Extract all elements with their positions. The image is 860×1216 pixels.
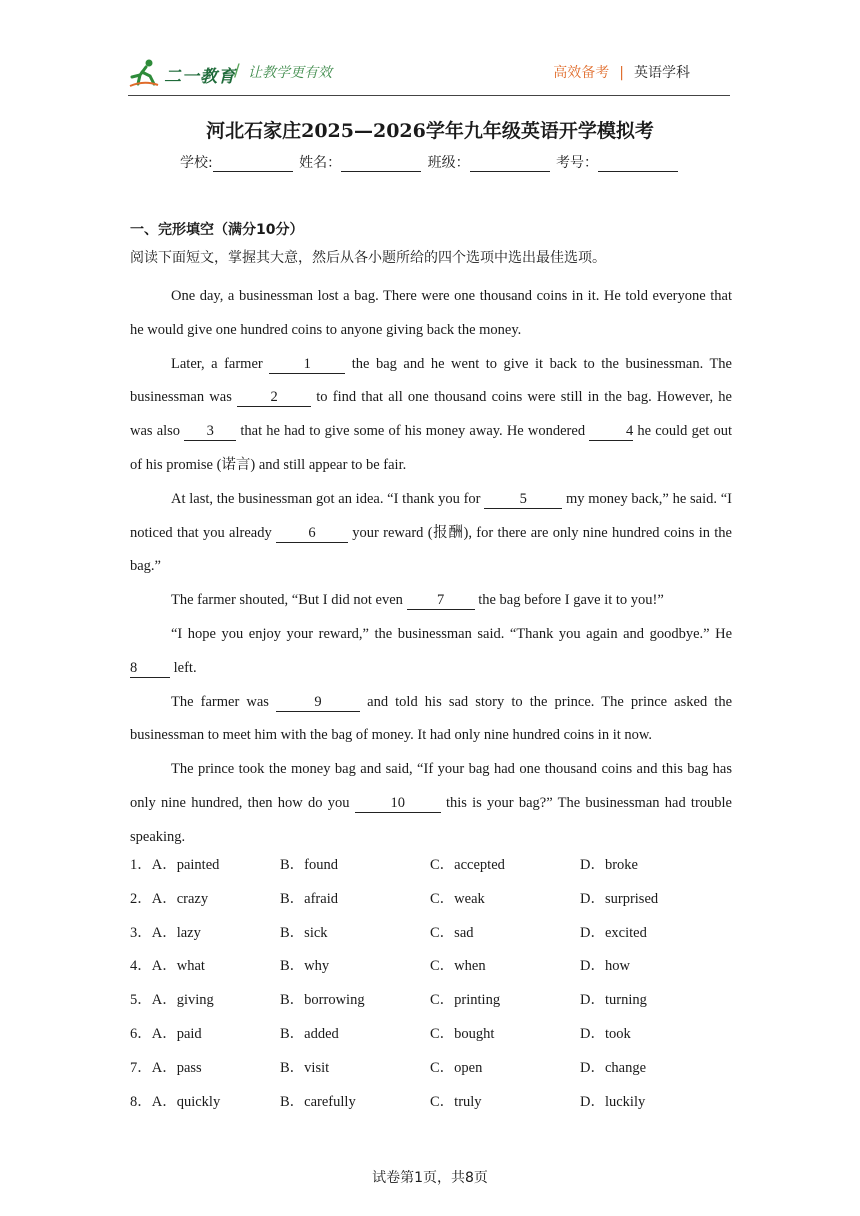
header-tag: 高效备考 [553,65,610,81]
option-c[interactable]: C．when [430,958,486,975]
option-b[interactable]: B．added [280,1025,339,1042]
exam-no-label: 考号： [556,155,599,171]
page-header [128,56,730,96]
option-c[interactable]: C．truly [430,1093,482,1110]
paragraph: The farmer was 9 and told his sad story to the prince. The prince asked the businessman to meet him with the bag of money. It had only nine hundred coins in it now. [130,693,733,744]
paragraph: The prince took the money bag and said, “If your bag had one thousand coins and this bag has only nine hundred, then how do you 10 this is your bag?” The businessman had trouble speaking. [130,761,732,845]
option-c[interactable]: C．printing [430,992,501,1009]
option-a[interactable]: 2．A．crazy [130,890,209,907]
header-tags [553,62,690,82]
paragraph: “I hope you enjoy your reward,” the businessman said. “Thank you again and goodbye.” He 8 left. [130,625,732,676]
cloze-passage [130,280,732,855]
option-b[interactable]: B．why [280,958,330,975]
paragraph: Later, a farmer 1 the bag and he went to give it back to the businessman. The businessman was 2 to find that all one thousand coins were still in the bag. However, he was also 3 that he had to give some of his money away. He wondered 4 he could get out of his promise (诺言) and still appear to be fair. [130,355,732,473]
question-row [130,885,732,919]
question-row [130,1020,732,1054]
paragraph: At last, the businessman got an idea. “I thank you for 5 my money back,” he said. “I noticed that you already 6 your reward (报酬), for there are only nine hundred coins in the bag.” [130,490,732,575]
option-a[interactable]: 5．A．giving [130,992,214,1009]
option-c[interactable]: C．accepted [430,857,505,873]
blank-7[interactable]: 7 [407,591,475,610]
logo-divider: / [234,61,240,81]
option-a[interactable]: 3．A．lazy [130,924,201,941]
question-row [130,1054,732,1088]
class-label: 班级： [427,155,470,171]
student-info-line [0,152,860,172]
option-c[interactable]: C．bought [430,1025,495,1042]
option-b[interactable]: B．sick [280,924,328,941]
page-footer: 试卷第1页，共8页 [372,1170,488,1186]
blank-8[interactable]: 8 [130,659,170,678]
logo-text: 二一教育 [164,67,236,87]
paragraph: One day, a businessman lost a bag. There were one thousand coins in it. He told everyone that he would give one hundred coins to anyone giving back the money. [130,288,732,338]
blank-4[interactable]: 4 [589,422,633,441]
option-b[interactable]: B．carefully [280,1093,356,1110]
option-b[interactable]: B．found [280,857,338,873]
option-a[interactable]: 7．A．pass [130,1059,202,1076]
blank-3[interactable]: 3 [184,422,236,441]
option-d[interactable]: D．change [580,1059,647,1076]
name-field[interactable] [341,157,421,172]
option-d[interactable]: D．luckily [580,1093,646,1110]
blank-9[interactable]: 9 [276,693,360,712]
section-instruction: 阅读下面短文，掌握其大意，然后从各小题所给的四个选项中选出最佳选项。 [130,250,606,266]
school-field[interactable] [213,157,293,172]
header-rule [128,95,730,96]
section-title: 一、完形填空（满分10分） [130,222,304,238]
question-options [130,851,732,1121]
runner-logo-icon [128,58,160,88]
option-d[interactable]: D．how [580,958,630,975]
option-a[interactable]: 4．A．what [130,958,205,975]
header-subject: 英语学科 [634,65,690,81]
question-row [130,919,732,953]
name-label: 姓名： [299,155,342,171]
paragraph: The farmer shouted, “But I did not even 7 the bag before I gave it to you!” [171,592,664,609]
option-d[interactable]: D．surprised [580,890,659,907]
option-d[interactable]: D．excited [580,924,647,941]
option-a[interactable]: 1．A．painted [130,857,220,873]
blank-5[interactable]: 5 [484,490,562,509]
question-row [130,851,732,885]
school-label: 学校: [179,155,213,171]
option-c[interactable]: C．weak [430,890,485,907]
slogan: 让教学更有效 [248,65,332,81]
class-field[interactable] [470,157,550,172]
option-d[interactable]: D．took [580,1025,631,1042]
question-row [130,1088,732,1122]
page-title: 河北石家庄2025—2026学年九年级英语开学模拟考 [206,120,654,142]
question-row [130,986,732,1020]
header-separator: | [619,65,624,81]
option-d[interactable]: D．turning [580,992,647,1009]
option-d[interactable]: D．broke [580,857,638,873]
option-a[interactable]: 6．A．paid [130,1025,202,1042]
option-c[interactable]: C．sad [430,924,474,941]
option-b[interactable]: B．visit [280,1059,330,1076]
blank-6[interactable]: 6 [276,524,348,543]
blank-10[interactable]: 10 [355,794,441,813]
blank-2[interactable]: 2 [237,388,311,407]
option-a[interactable]: 8．A．quickly [130,1093,221,1110]
exam-no-field[interactable] [598,157,678,172]
option-b[interactable]: B．borrowing [280,992,365,1009]
option-c[interactable]: C．open [430,1059,483,1076]
question-row [130,952,732,986]
blank-1[interactable]: 1 [269,355,345,374]
option-b[interactable]: B．afraid [280,890,338,907]
